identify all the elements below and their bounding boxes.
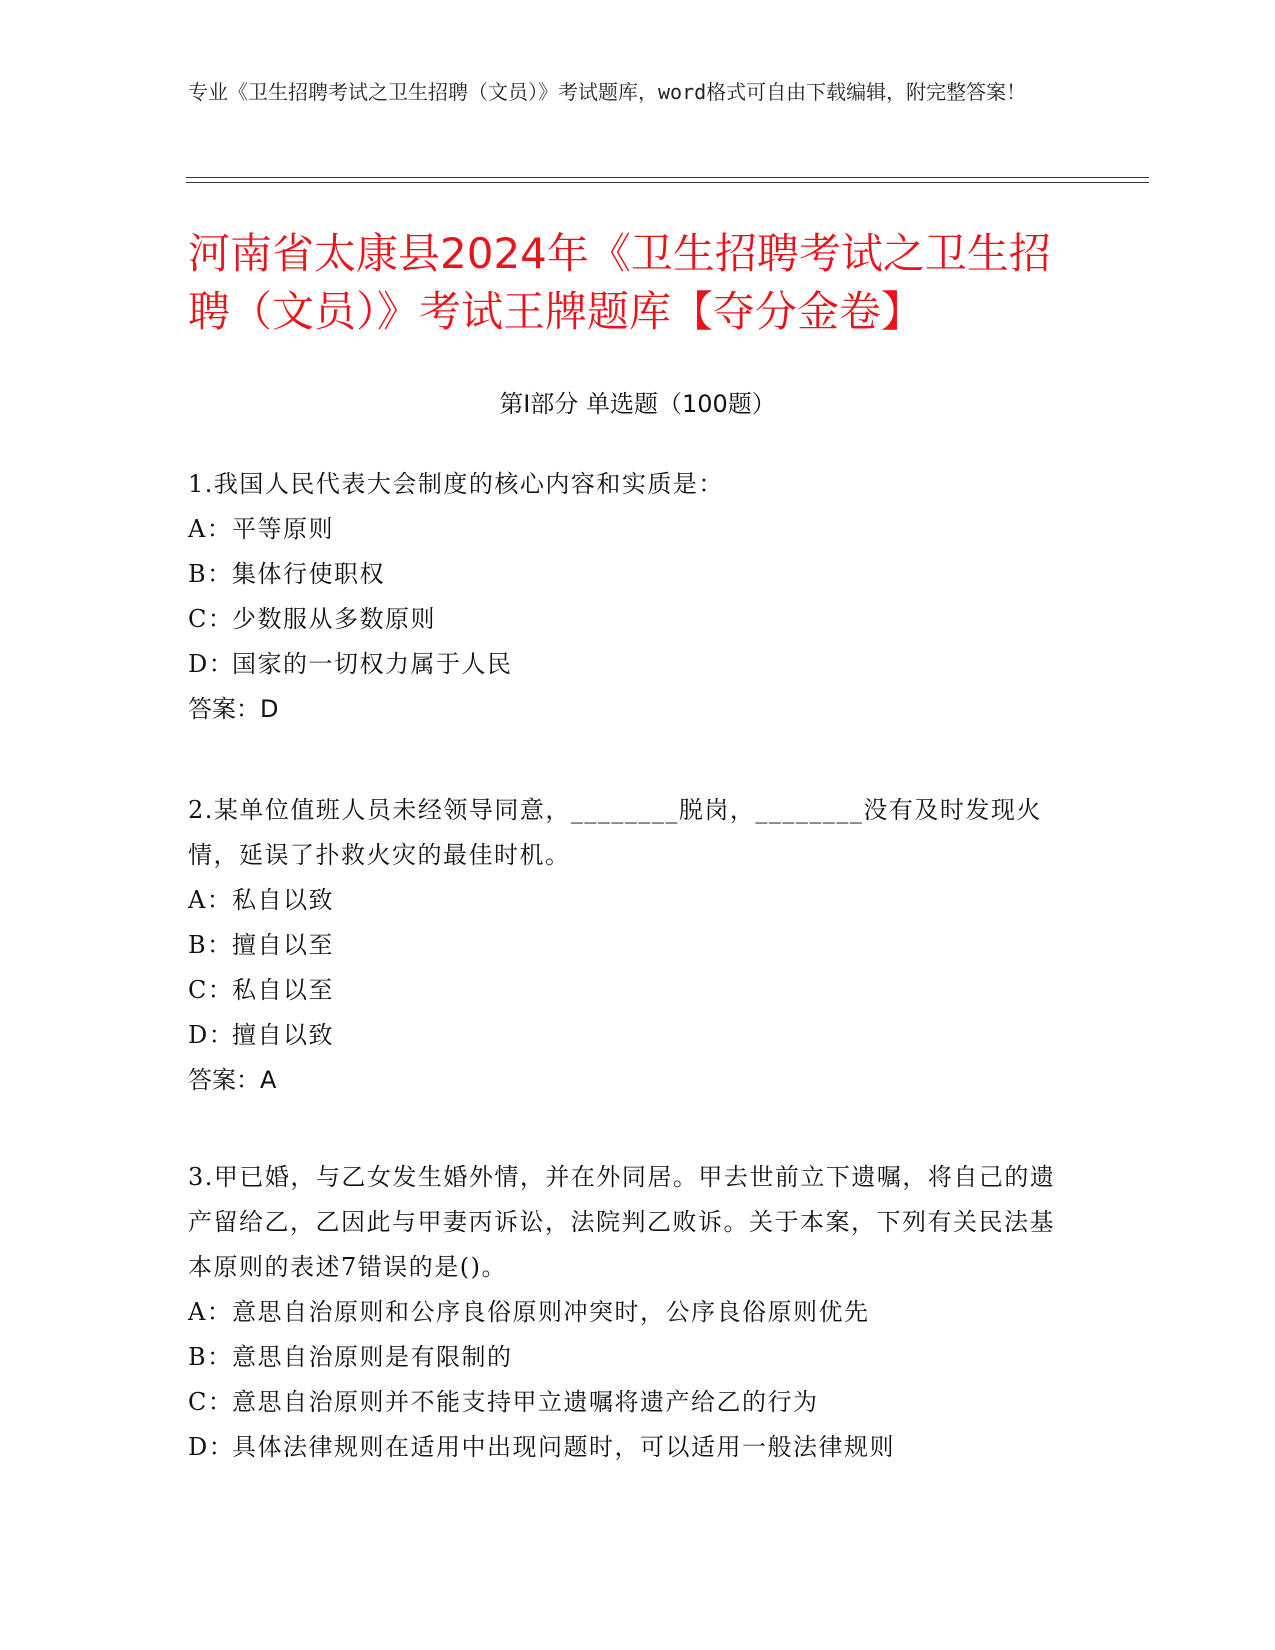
question-2 <box>188 788 1068 1103</box>
option-letter: A： <box>188 1298 233 1326</box>
option-letter: C： <box>188 976 234 1004</box>
option-text: 少数服从多数原则 <box>232 605 436 633</box>
option-b <box>188 923 1068 968</box>
option-letter: B： <box>188 1343 233 1371</box>
option-text: 擅自以致 <box>232 1021 334 1049</box>
answer: 答案：A <box>188 1066 277 1094</box>
option-text: 平等原则 <box>232 515 334 543</box>
option-text: 私自以致 <box>232 886 334 914</box>
option-a <box>188 1290 1068 1335</box>
option-text: 国家的一切权力属于人民 <box>232 650 513 678</box>
option-b <box>188 552 1068 597</box>
option-letter: D： <box>188 650 235 678</box>
option-text: 具体法律规则在适用中出现问题时，可以适用一般法律规则 <box>232 1433 895 1461</box>
option-text: 意思自治原则和公序良俗原则冲突时，公序良俗原则优先 <box>232 1298 870 1326</box>
option-d <box>188 642 1068 687</box>
question-1 <box>188 462 1068 732</box>
question-text: 2.某单位值班人员未经领导同意，________脱岗，________没有及时发现火情，延误了扑救火灾的最佳时机。 <box>188 796 1042 869</box>
option-c <box>188 597 1068 642</box>
option-d <box>188 1425 1068 1470</box>
option-letter: C： <box>188 1388 234 1416</box>
option-text: 意思自治原则是有限制的 <box>232 1343 513 1371</box>
option-d <box>188 1013 1068 1058</box>
option-letter: D： <box>188 1433 235 1461</box>
option-text: 意思自治原则并不能支持甲立遗嘱将遗产给乙的行为 <box>232 1388 819 1416</box>
option-letter: C： <box>188 605 234 633</box>
header-note: 专业《卫生招聘考试之卫生招聘（文员）》考试题库，word格式可自由下载编辑，附完整答案！ <box>188 80 1027 104</box>
option-letter: B： <box>188 560 233 588</box>
option-letter: A： <box>188 886 233 914</box>
header-rule-top <box>186 177 1149 178</box>
question-text: 1.我国人民代表大会制度的核心内容和实质是： <box>188 470 724 498</box>
option-letter: A： <box>188 515 233 543</box>
question-text: 3.甲已婚，与乙女发生婚外情，并在外同居。甲去世前立下遗嘱，将自己的遗产留给乙，乙因此与甲妻丙诉讼，法院判乙败诉。关于本案，下列有关民法基本原则的表述7错误的是()。 <box>188 1163 1056 1281</box>
header-rule-bottom <box>186 182 1149 183</box>
document-title: 河南省太康县2024年《卫生招聘考试之卫生招聘（文员）》考试王牌题库【夺分金卷】 <box>188 229 1051 336</box>
option-a <box>188 507 1068 552</box>
option-a <box>188 878 1068 923</box>
section-heading: 第Ⅰ部分 单选题（100题） <box>499 390 776 418</box>
answer: 答案：D <box>188 695 279 723</box>
option-b <box>188 1335 1068 1380</box>
option-letter: D： <box>188 1021 235 1049</box>
question-3 <box>188 1155 1068 1470</box>
option-text: 私自以至 <box>232 976 334 1004</box>
option-text: 擅自以至 <box>232 931 334 959</box>
option-letter: B： <box>188 931 233 959</box>
option-c <box>188 968 1068 1013</box>
option-text: 集体行使职权 <box>232 560 385 588</box>
option-c <box>188 1380 1068 1425</box>
